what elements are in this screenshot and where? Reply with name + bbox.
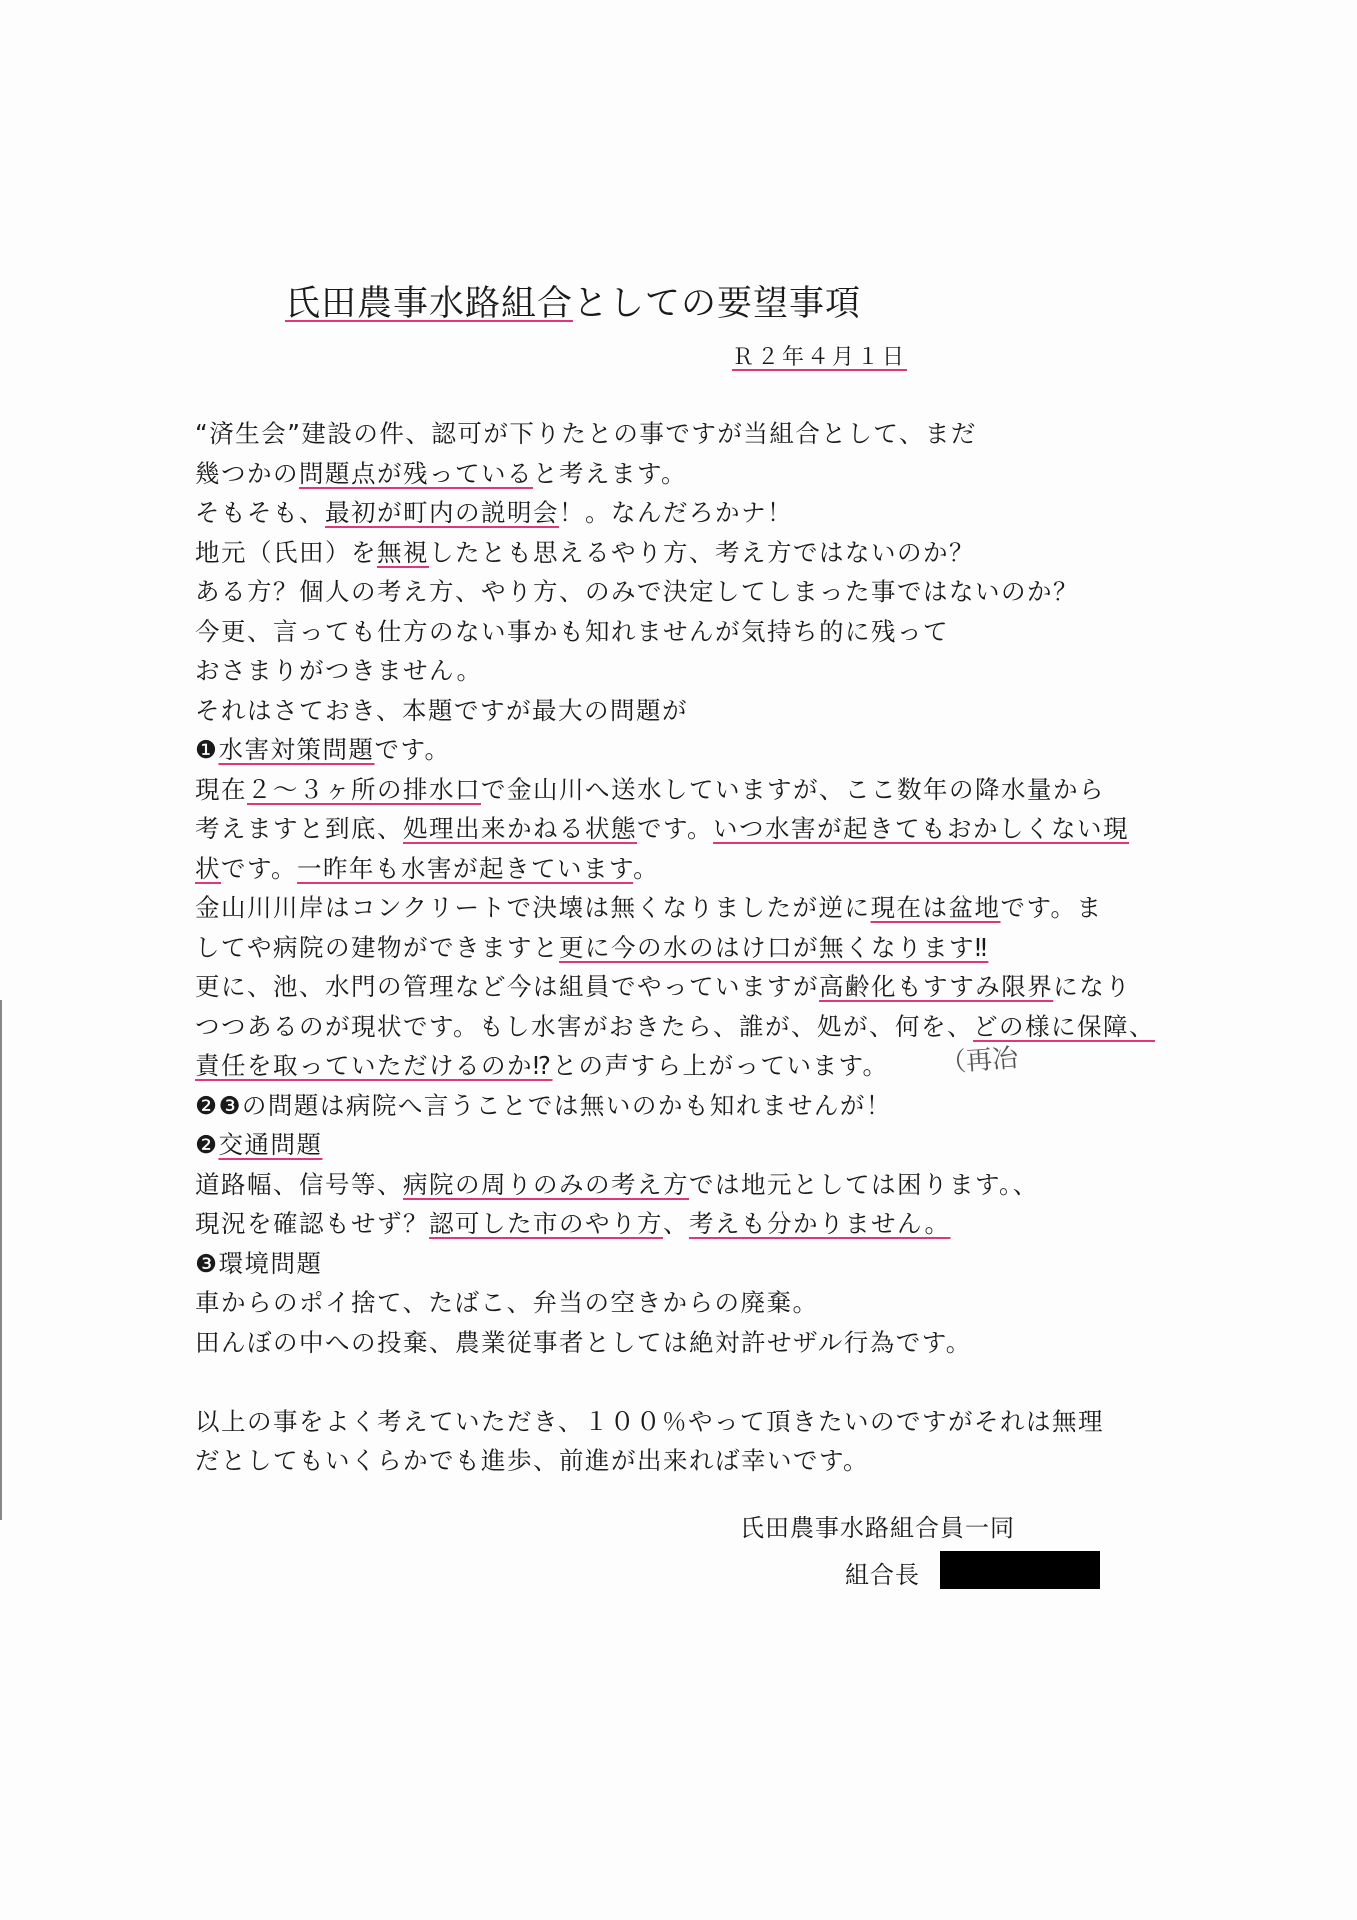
body-text: “済生会”建設の件、認可が下りたとの事ですが当組合として、まだ — [195, 419, 977, 448]
title-org-name: 氏田農事水路組合 — [285, 284, 574, 324]
body-text: したとも思えるやり方、考え方ではないのか？ — [429, 537, 975, 567]
body-text: つつあるのが現状です。もし水害がおきたら、誰が、処が、何を、 — [195, 1011, 974, 1041]
body-text: では地元としては困ります。、 — [689, 1169, 1039, 1199]
body-line — [195, 1204, 1195, 1244]
underlined-text: ２～３ヶ所の排水口 — [247, 774, 481, 804]
underlined-text: 一昨年も水害が起きています — [297, 853, 634, 883]
body-text: ❸環境問題 — [195, 1248, 323, 1278]
body-text: ある方？個人の考え方、やり方、のみで決定してしまった事ではないのか？ — [195, 577, 1079, 606]
body-line — [195, 770, 1195, 810]
body-text: です。ま — [1000, 893, 1103, 922]
body-text: ❷ — [195, 1130, 219, 1159]
body-text: 地元（氏田）を — [195, 537, 377, 567]
title-suffix: としての要望事項 — [573, 284, 862, 324]
signature-organization: 氏田農事水路組合員一同 — [740, 1514, 1015, 1542]
body-text: 車からのポイ捨て、たばこ、弁当の空きからの廃棄。 — [195, 1288, 819, 1317]
body-line — [195, 1283, 1195, 1323]
body-line — [195, 1244, 1195, 1284]
underlined-text: どの様に保障、 — [973, 1011, 1156, 1041]
body-text: 道路幅、信号等、 — [195, 1169, 403, 1199]
underlined-text: 考えも分かりません。 — [689, 1209, 951, 1238]
body-line — [195, 730, 1195, 770]
signature-chief-label: 組合長 — [845, 1561, 920, 1589]
body-text: 以上の事をよく考えていただき、１００％やって頂きたいのですがそれは無理 — [195, 1406, 1105, 1436]
body-text: それはさておき、本題ですが最大の問題が — [195, 695, 689, 725]
body-text: ❶ — [195, 735, 219, 764]
scan-edge-mark — [0, 1000, 2, 1520]
body-line — [195, 651, 1195, 691]
body-line — [195, 1165, 1195, 1205]
body-line — [195, 1125, 1195, 1165]
underlined-text: 最初が町内の説明会 — [325, 498, 559, 527]
body-line — [195, 1362, 1195, 1402]
body-line — [195, 414, 1195, 454]
body-text: 、 — [663, 1209, 689, 1238]
body-text: おさまりがつきません。 — [195, 656, 483, 685]
underlined-text: 無視 — [377, 537, 429, 567]
underlined-text: 水害対策問題 — [218, 735, 375, 764]
body-text: 金山川川岸はコンクリートで決壊は無くなりましたが逆に — [195, 893, 871, 922]
body-text: 更に、池、水門の管理など今は組員でやっていますが — [195, 972, 819, 1001]
body-text: だとしてもいくらかでも進歩、前進が出来れば幸いです。 — [195, 1446, 870, 1475]
body-text: です。 — [221, 853, 298, 883]
body-line — [195, 454, 1195, 494]
body-text: ❷❸の問題は病院へ言うことでは無いのかも知れませんが！ — [195, 1090, 892, 1120]
body-text: してや病院の建物ができますと — [195, 932, 559, 962]
body-text: 幾つかの — [195, 458, 299, 488]
body-line — [195, 849, 1195, 889]
body-text: 。 — [633, 853, 660, 883]
body-line — [195, 1086, 1195, 1126]
body-text: と考えます。 — [533, 458, 688, 488]
body-text: 今更、言っても仕方のない事かも知れませんが気持ち的に残って — [195, 616, 949, 646]
body-line — [195, 1323, 1195, 1363]
underlined-text: 現在は盆地 — [870, 893, 1001, 922]
underlined-text: 状 — [195, 853, 221, 883]
body-line — [195, 1441, 1195, 1481]
body-text: との声すら上がっています。 — [552, 1051, 889, 1080]
body-line — [195, 1007, 1195, 1047]
body-line — [195, 691, 1195, 731]
body-text: です。 — [374, 735, 451, 764]
body-line — [195, 809, 1195, 849]
body-text: 現況を確認もせず？ — [195, 1209, 429, 1238]
body-line — [195, 1402, 1195, 1442]
handwritten-note: （再冶 — [939, 1043, 1020, 1079]
body-line — [195, 612, 1195, 652]
underlined-text: 病院の周りのみの考え方 — [403, 1169, 689, 1199]
body-text: 現在 — [195, 774, 247, 804]
body-line — [195, 533, 1195, 573]
body-line — [195, 493, 1195, 533]
underlined-text: 交通問題 — [218, 1130, 323, 1159]
body-text: になり — [1053, 972, 1132, 1001]
underlined-text: 更に今の水のはけ口が無くなります‼ — [559, 932, 989, 962]
underlined-text: 処理出来かねる状態 — [403, 814, 637, 843]
body-line — [195, 1046, 1195, 1086]
body-text: ！。なんだろかナ！ — [559, 498, 793, 527]
body-text: そもそも、 — [195, 498, 325, 527]
underlined-text: 責任を取っていただけるのか⁉ — [195, 1051, 553, 1080]
document-title — [285, 276, 861, 326]
underlined-text: 高齢化もすすみ限界 — [819, 972, 1054, 1001]
underlined-text: 認可した市のやり方 — [429, 1209, 663, 1238]
body-line — [195, 967, 1195, 1007]
body-line — [195, 888, 1195, 928]
body-text: 田んぼの中への投棄、農業従事者としては絶対許せザル行為です。 — [195, 1327, 972, 1357]
body-line — [195, 572, 1195, 612]
underlined-text: 問題点が残っている — [299, 458, 533, 488]
body-text: で金山川へ送水していますが、ここ数年の降水量から — [481, 774, 1105, 804]
document-date: Ｒ２年４月１日 — [732, 345, 908, 370]
redacted-name-block — [940, 1551, 1100, 1589]
body-line — [195, 928, 1195, 968]
body-text: 考えますと到底、 — [195, 814, 403, 843]
document-body — [195, 414, 1195, 1481]
body-text: です。 — [637, 814, 714, 843]
underlined-text: いつ水害が起きてもおかしくない現 — [713, 814, 1130, 843]
